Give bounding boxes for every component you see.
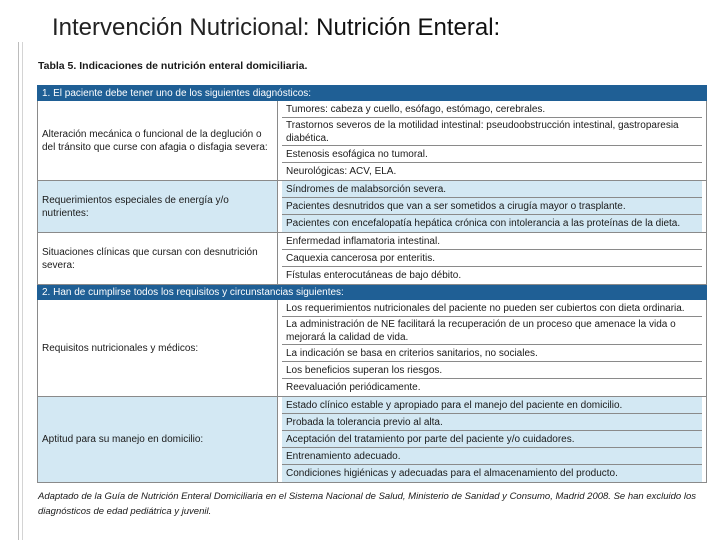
- list-item: Síndromes de malabsorción severa.: [282, 181, 702, 198]
- section-header-2: [38, 285, 707, 300]
- row-items: [278, 233, 707, 285]
- list-item: Trastornos severos de la motilidad intestinal: pseudoobstrucción intestinal, gastroparesia diabética.: [282, 118, 702, 146]
- table-footnote: Adaptado de la Guía de Nutrición Enteral Domiciliaria en el Sistema Nacional de Salud, Ministerio de Sanidad y Consumo, Madrid 2008. Se han excluido los diagnósticos de edad pediátrica y juvenil.: [38, 491, 696, 517]
- list-item: Los beneficios superan los riesgos.: [282, 362, 702, 379]
- list-item: Enfermedad inflamatoria intestinal.: [282, 233, 702, 250]
- slide-left-rule: [18, 42, 19, 540]
- slide-title: [52, 14, 500, 42]
- row-items: [278, 300, 707, 397]
- list-item: Caquexia cancerosa por enteritis.: [282, 250, 702, 267]
- section-header-1: [38, 86, 707, 101]
- row-category: Situaciones clínicas que cursan con desnutrición severa:: [38, 233, 278, 285]
- table-title: Tabla 5. Indicaciones de nutrición enteral domiciliaria.: [38, 60, 308, 72]
- indications-table: [37, 85, 707, 483]
- list-item: La administración de NE facilitará la recuperación de un proceso que amenace la vida o mejorará la calidad de vida.: [282, 317, 702, 345]
- section-2-label: 2. Han de cumplirse todos los requisitos y circunstancias siguientes:: [38, 285, 707, 300]
- list-item: Reevaluación periódicamente.: [282, 379, 702, 396]
- list-item: Aceptación del tratamiento por parte del paciente y/o cuidadores.: [282, 431, 702, 448]
- row-items: [278, 181, 707, 233]
- row-category: Aptitud para su manejo en domicilio:: [38, 397, 278, 483]
- slide-left-rule-inner: [22, 42, 23, 540]
- list-item: Pacientes con encefalopatía hepática crónica con intolerancia a las proteínas de la dieta.: [282, 215, 702, 232]
- table-row: [38, 101, 707, 181]
- list-item: La indicación se basa en criterios sanitarios, no sociales.: [282, 345, 702, 362]
- list-item: Tumores: cabeza y cuello, esófago, estómago, cerebrales.: [282, 101, 702, 118]
- row-items: [278, 397, 707, 483]
- list-item: Los requerimientos nutricionales del paciente no pueden ser cubiertos con dieta ordinaria.: [282, 300, 702, 317]
- table-row: [38, 181, 707, 233]
- row-category: Alteración mecánica o funcional de la deglución o del tránsito que curse con afagia o disfagia severa:: [38, 101, 278, 181]
- list-item: Entrenamiento adecuado.: [282, 448, 702, 465]
- list-item: Estado clínico estable y apropiado para el manejo del paciente en domicilio.: [282, 397, 702, 414]
- slide-title-prefix: Intervención Nutricional:: [52, 14, 310, 41]
- list-item: Probada la tolerancia previo al alta.: [282, 414, 702, 431]
- table-row: [38, 300, 707, 397]
- list-item: Pacientes desnutridos que van a ser sometidos a cirugía mayor o trasplante.: [282, 198, 702, 215]
- row-category: Requisitos nutricionales y médicos:: [38, 300, 278, 397]
- list-item: Condiciones higiénicas y adecuadas para el almacenamiento del producto.: [282, 465, 702, 482]
- list-item: Neurológicas: ACV, ELA.: [282, 163, 702, 180]
- list-item: Estenosis esofágica no tumoral.: [282, 146, 702, 163]
- row-category: Requerimientos especiales de energía y/o nutrientes:: [38, 181, 278, 233]
- slide-title-suffix: Nutrición Enteral:: [316, 14, 501, 41]
- list-item: Fístulas enterocutáneas de bajo débito.: [282, 267, 702, 284]
- row-items: [278, 101, 707, 181]
- table-row: [38, 397, 707, 483]
- table-row: [38, 233, 707, 285]
- section-1-label: 1. El paciente debe tener uno de los siguientes diagnósticos:: [38, 86, 707, 101]
